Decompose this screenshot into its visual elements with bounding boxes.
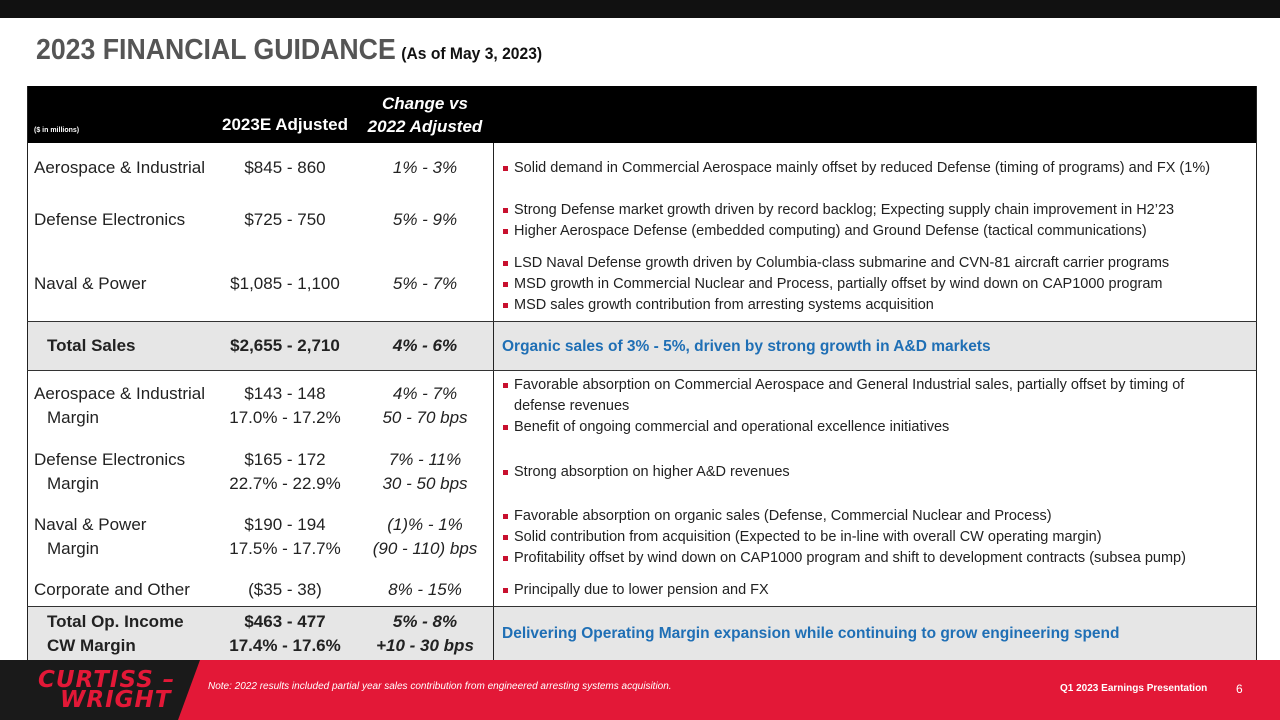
row-label: Corporate and Other <box>34 580 190 599</box>
row-change: (1)% - 1% (90 - 110) bps <box>372 515 478 558</box>
row-label: Defense Electronics Margin <box>34 450 186 493</box>
note-bullet: Solid contribution from acquisition (Expected to be in-line with overall CW operating margin) <box>502 527 1186 548</box>
note-bullet: MSD sales growth contribution from arresting systems acquisition <box>502 295 1169 316</box>
row-change: 5% - 8% +10 - 30 bps <box>376 612 474 655</box>
note-bullet: LSD Naval Defense growth driven by Columbia-class submarine and CVN-81 aircraft carrier programs <box>502 253 1169 274</box>
row-notes <box>502 506 1186 569</box>
row-value: $725 - 750 <box>244 210 326 229</box>
row-label: Aerospace & Industrial Margin <box>34 384 206 427</box>
note-bullet: Higher Aerospace Defense (embedded computing) and Ground Defense (tactical communications) <box>502 221 1174 242</box>
row-value: $165 - 172 22.7% - 22.9% <box>229 450 341 493</box>
row-value: $845 - 860 <box>244 158 326 177</box>
table-border-right <box>1256 86 1257 661</box>
row-change: 7% - 11% 30 - 50 bps <box>382 450 468 493</box>
row-value: $463 - 477 17.4% - 17.6% <box>229 612 341 655</box>
row-divider <box>27 321 1257 322</box>
table-border-left <box>27 86 28 661</box>
curtiss-wright-logo: CURTISS – WRIGHT <box>38 667 176 713</box>
note-bullet: Benefit of ongoing commercial and operational excellence initiatives <box>502 417 1184 438</box>
row-divider <box>27 606 1257 607</box>
row-change: 4% - 6% <box>392 336 458 355</box>
row-divider <box>27 370 1257 371</box>
page-title-main: 2023 FINANCIAL GUIDANCE <box>36 34 396 66</box>
presentation-title: Q1 2023 Earnings Presentation <box>1060 683 1208 694</box>
row-notes <box>502 158 1210 179</box>
row-change: 4% - 7% 50 - 70 bps <box>382 384 468 427</box>
row-value: $143 - 148 17.0% - 17.2% <box>229 384 341 427</box>
units-label: ($ in millions) <box>34 127 80 134</box>
total-income-row <box>27 606 1257 660</box>
row-notes <box>502 462 790 483</box>
row-value: $1,085 - 1,100 <box>230 274 340 293</box>
note-bullet: Principally due to lower pension and FX <box>502 580 769 601</box>
row-value: $2,655 - 2,710 <box>230 336 340 355</box>
top-bar <box>0 0 1280 18</box>
footer-bar <box>0 660 1280 720</box>
row-notes <box>502 375 1184 438</box>
row-label: Naval & Power <box>34 274 147 293</box>
note-bullet: Profitability offset by wind down on CAP1000 program and shift to development contracts (subsea pump) <box>502 548 1186 569</box>
table-header <box>27 86 1257 143</box>
total-sales-row <box>27 321 1257 370</box>
note-bullet: Favorable absorption on organic sales (Defense, Commercial Nuclear and Process) <box>502 506 1186 527</box>
row-value: ($35 - 38) <box>248 580 322 599</box>
header-change: Change vs 2022 Adjusted <box>367 94 483 136</box>
page-title-sub: (As of May 3, 2023) <box>401 44 543 63</box>
row-notes <box>502 200 1174 242</box>
note-continuation: defense revenues <box>514 398 630 414</box>
note-bullet: Favorable absorption on Commercial Aerospace and General Industrial sales, partially offset by timing of <box>502 375 1184 396</box>
row-change: 8% - 15% <box>388 580 462 599</box>
page-number: 6 <box>1236 682 1243 696</box>
income-section <box>27 370 1257 606</box>
row-label: Total Op. Income CW Margin <box>47 612 184 655</box>
note-bullet: Solid demand in Commercial Aerospace mainly offset by reduced Defense (timing of programs) and FX (1%) <box>502 158 1210 179</box>
note-bullet: Strong absorption on higher A&D revenues <box>502 462 790 483</box>
row-label: Total Sales <box>47 336 136 355</box>
note-bullet: Strong Defense market growth driven by record backlog; Expecting supply chain improvement in H2’23 <box>502 200 1174 221</box>
row-change: 5% - 9% <box>392 210 458 229</box>
row-change: 5% - 7% <box>392 274 458 293</box>
total-sales-note: Organic sales of 3% - 5%, driven by strong growth in A&D markets <box>502 338 991 355</box>
row-label: Aerospace & Industrial <box>34 158 206 177</box>
row-notes <box>502 580 769 601</box>
total-income-note: Delivering Operating Margin expansion while continuing to grow engineering spend <box>502 625 1120 642</box>
header-2023e: 2023E Adjusted <box>222 115 348 134</box>
page-title <box>36 34 542 67</box>
row-label: Defense Electronics <box>34 210 186 229</box>
sales-section <box>27 143 1257 321</box>
row-value: $190 - 194 17.5% - 17.7% <box>229 515 341 558</box>
footer-note: Note: 2022 results included partial year sales contribution from engineered arresting systems acquisition. <box>208 681 672 692</box>
column-divider <box>493 143 494 661</box>
row-label: Naval & Power Margin <box>34 515 147 558</box>
row-change: 1% - 3% <box>392 158 458 177</box>
row-notes <box>502 253 1169 316</box>
note-bullet: MSD growth in Commercial Nuclear and Process, partially offset by wind down on CAP1000 program <box>502 274 1169 295</box>
